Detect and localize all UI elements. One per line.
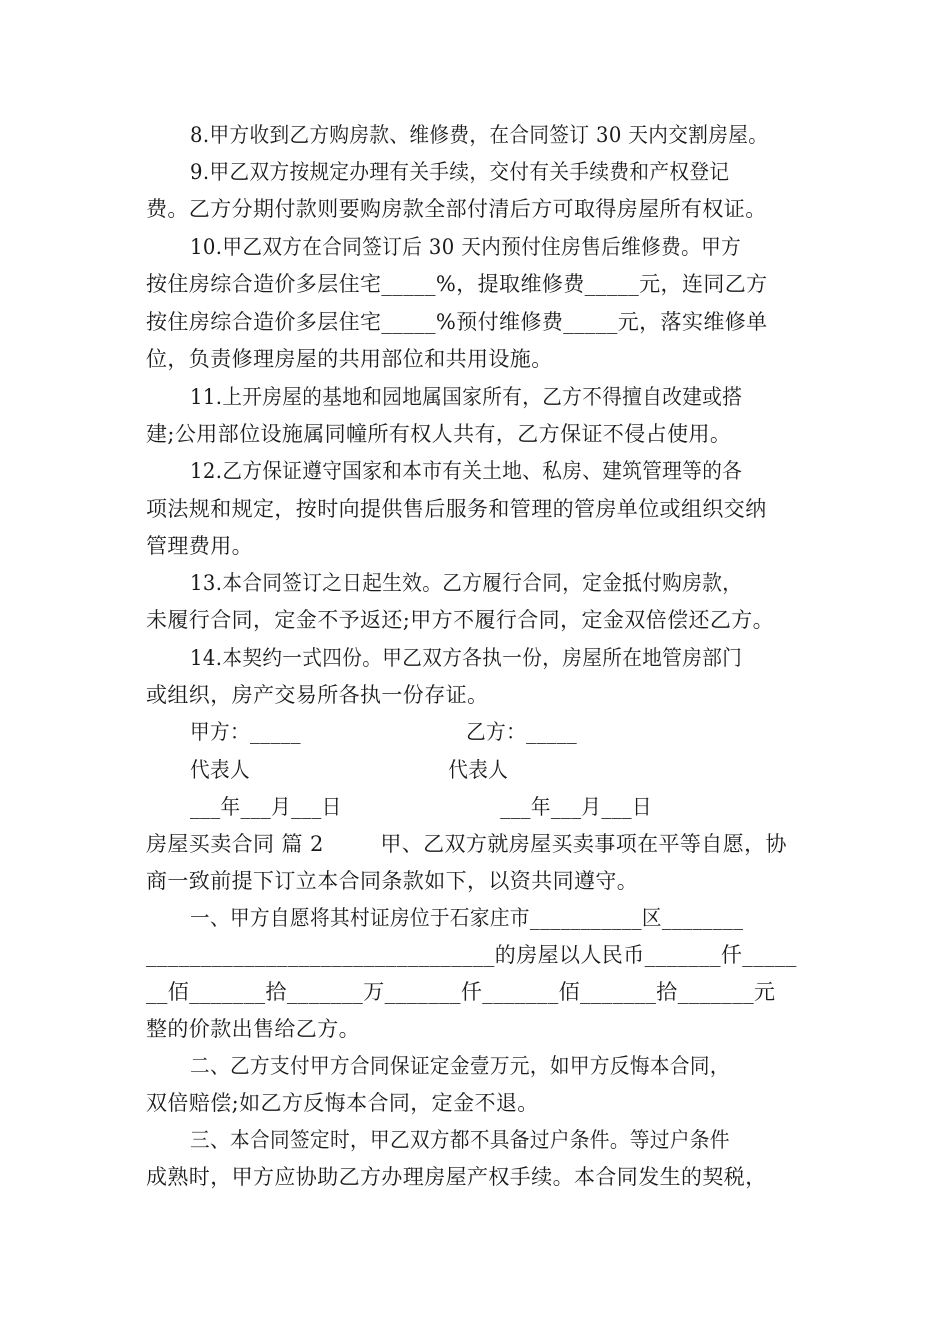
clause-14-line-1: 14.本契约一式四份。甲乙双方各执一份，房屋所在地管房部门 xyxy=(190,646,743,670)
clause-10-line-3: 按住房综合造价多层住宅_____%预付维修费_____元，落实维修单 xyxy=(146,310,768,334)
contract-2-heading: 房屋买卖合同 篇 2 甲、乙双方就房屋买卖事项在平等自愿，协 xyxy=(146,832,787,856)
clause-11-line-1: 11.上开房屋的基地和园地属国家所有，乙方不得擅自改建或搭 xyxy=(190,385,743,409)
article-1-line-2: ________________________________的房屋以人民币_______仟_____ xyxy=(146,943,797,967)
clause-13-line-2: 未履行合同，定金不予返还;甲方不履行合同，定金双倍偿还乙方。 xyxy=(146,608,775,632)
article-2-line-1: 二、乙方支付甲方合同保证定金壹万元，如甲方反悔本合同， xyxy=(190,1054,730,1078)
clause-11-line-2: 建;公用部位设施属同幢所有权人共有，乙方保证不侵占使用。 xyxy=(146,422,732,446)
contract-2-intro: 商一致前提下订立本合同条款如下，以资共同遵守。 xyxy=(146,869,639,893)
clause-12-line-2: 项法规和规定，按时向提供售后服务和管理的管房单位或组织交纳 xyxy=(146,497,767,521)
signature-representatives: 代表人 代表人 xyxy=(190,758,509,782)
clause-12-line-3: 管理费用。 xyxy=(146,534,253,558)
article-1-line-3: __佰_______拾_______万_______仟_______佰_______拾_______元 xyxy=(146,980,776,1004)
clause-12-line-1: 12.乙方保证遵守国家和本市有关土地、私房、建筑管理等的各 xyxy=(190,459,743,483)
article-1-line-1: 一、甲方自愿将其村证房位于石家庄市___________区________ xyxy=(190,906,744,930)
clause-10-line-1: 10.甲乙双方在合同签订后 30 天内预付住房售后维修费。甲方 xyxy=(190,235,742,259)
article-3-line-1: 三、本合同签定时，甲乙双方都不具备过户条件。等过户条件 xyxy=(190,1128,730,1152)
clause-9-line-2: 费。乙方分期付款则要购房款全部付清后方可取得房屋所有权证。 xyxy=(146,197,767,221)
article-3-line-2: 成熟时，甲方应协助乙方办理房屋产权手续。本合同发生的契税， xyxy=(146,1165,767,1189)
clause-13-line-1: 13.本合同签订之日起生效。乙方履行合同，定金抵付购房款， xyxy=(190,571,743,595)
clause-10-line-2: 按住房综合造价多层住宅_____%，提取维修费_____元，连同乙方 xyxy=(146,272,768,296)
clause-10-line-4: 位，负责修理房屋的共用部位和共用设施。 xyxy=(146,347,553,371)
article-2-line-2: 双倍赔偿;如乙方反悔本合同，定金不退。 xyxy=(146,1091,539,1115)
clause-14-line-2: 或组织，房产交易所各执一份存证。 xyxy=(146,683,489,707)
clause-8-line-1: 8.甲方收到乙方购房款、维修费，在合同签订 30 天内交割房屋。 xyxy=(190,123,769,147)
signature-parties: 甲方：_____ 乙方：_____ xyxy=(190,720,578,744)
article-1-line-4: 整的价款出售给乙方。 xyxy=(146,1017,360,1041)
signature-dates: ___年___月___日 ___年___月___日 xyxy=(190,795,652,819)
clause-9-line-1: 9.甲乙双方按规定办理有关手续，交付有关手续费和产权登记 xyxy=(190,160,730,184)
